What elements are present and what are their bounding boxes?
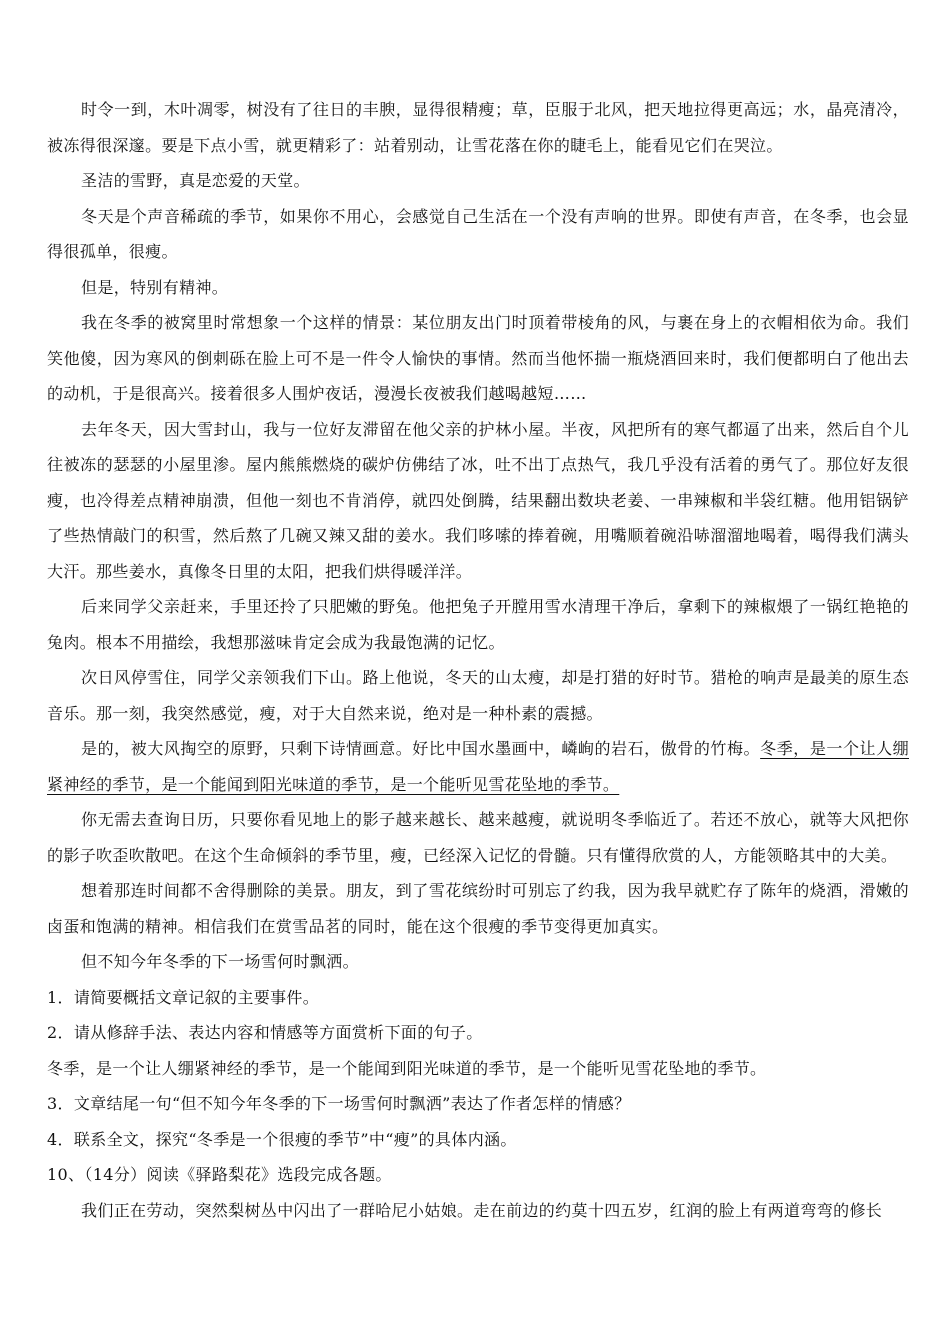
underlined-sentence: 冬季，是一个让人绷紧神经的季节，是一个能闻到阳光味道的季节，是一个能听见雪花坠地的季节。 [47,739,909,794]
section-10-paragraph-1: 我们正在劳动，突然梨树丛中闪出了一群哈尼小姑娘。走在前边的约莫十四五岁，红润的脸上有两道弯弯的修长 [81,1200,883,1220]
question-3: 3．文章结尾一句“但不知今年冬季的下一场雪何时飘洒”表达了作者怎样的情感？ [47,1094,631,1113]
article-paragraph-2: 圣洁的雪野，真是恋爱的天堂。 [81,171,310,190]
article-paragraph-1: 时令一到，木叶凋零，树没有了往日的丰腴，显得很精瘦；草，臣服于北风，把天地拉得更高远；水，晶亮清冷，被冻得很深邃。要是下点小雪，就更精彩了：站着别动，让雪花落在你的睫毛上，能看见它们在哭泣。 [47,100,909,155]
article-paragraph-6: 去年冬天，因大雪封山，我与一位好友滞留在他父亲的护林小屋。半夜，风把所有的寒气都逼了出来，然后自个儿往被冻的瑟瑟的小屋里渗。屋内熊熊燃烧的碳炉仿佛结了冰，吐不出丁点热气，我几乎没有活着的勇气了。那位好友很瘦，也冷得差点精神崩溃，但他一刻也不肯消停，就四处倒腾，结果翻出数块老姜、一串辣椒和半袋红糖。他用铝锅铲了些热情敲门的积雪，然后熬了几碗又辣又甜的姜水。我们哆嗦的捧着碗，用嘴顺着碗沿哧溜溜地喝着，喝得我们满头大汗。那些姜水，真像冬日里的太阳，把我们烘得暖洋洋。 [47,419,909,581]
question-1: 1．请简要概括文章记叙的主要事件。 [47,987,320,1007]
section-10-heading: 10、（14分）阅读《驿路梨花》选段完成各题。 [47,1165,392,1184]
article-paragraph-10: 你无需去查询日历，只要你看见地上的影子越来越长、越来越瘦，就说明冬季临近了。若还不放心，就等大风把你的影子吹歪吹散吧。在这个生命倾斜的季节里，瘦，已经深入记忆的骨髓。只有懂得欣赏的人，方能领略其中的大美。 [47,810,909,865]
article-paragraph-12: 但不知今年冬季的下一场雪何时飘洒。 [81,952,359,971]
question-2-quote: 冬季，是一个让人绷紧神经的季节，是一个能闻到阳光味道的季节，是一个能听见雪花坠地的季节。 [47,1058,767,1078]
question-4: 4．联系全文，探究“冬季是一个很瘦的季节”中“瘦”的具体内涵。 [47,1129,517,1149]
article-paragraph-7: 后来同学父亲赶来，手里还拎了只肥嫩的野兔。他把兔子开膛用雪水清理干净后，拿剩下的辣椒煨了一锅红艳艳的兔肉。根本不用描绘，我想那滋味肯定会成为我最饱满的记忆。 [47,597,909,652]
question-2: 2．请从修辞手法、表达内容和情感等方面赏析下面的句子。 [47,1023,483,1042]
article-paragraph-8: 次日风停雪住，同学父亲领我们下山。路上他说，冬天的山太瘦，却是打猎的好时节。猎枪的响声是最美的原生态音乐。那一刻，我突然感觉，瘦，对于大自然来说，绝对是一种朴素的震撼。 [47,668,909,723]
document-page [47,92,909,1228]
article-paragraph-3: 冬天是个声音稀疏的季节，如果你不用心，会感觉自己生活在一个没有声响的世界。即使有声音，在冬季，也会显得很孤单，很瘦。 [47,206,909,261]
article-paragraph-4: 但是，特别有精神。 [81,277,229,297]
article-paragraph-9 [47,731,909,802]
article-paragraph-5: 我在冬季的被窝里时常想象一个这样的情景：某位朋友出门时顶着带棱角的风，与裹在身上的衣帽相依为命。我们笑他傻，因为寒风的倒刺砾在脸上可不是一件令人愉快的事情。然而当他怀揣一瓶烧酒回来时，我们便都明白了他出去的动机，于是很高兴。接着很多人围炉夜话，漫漫长夜被我们越喝越短…… [47,313,909,403]
article-paragraph-11: 想着那连时间都不舍得删除的美景。朋友，到了雪花缤纷时可别忘了约我，因为我早就贮存了陈年的烧酒，滑嫩的卤蛋和饱满的精神。相信我们在赏雪品茗的同时，能在这个很瘦的季节变得更加真实。 [47,881,909,936]
paragraph-9-text: 是的，被大风掏空的原野，只剩下诗情画意。好比中国水墨画中，嶙峋的岩石，傲骨的竹梅。 [81,739,761,758]
